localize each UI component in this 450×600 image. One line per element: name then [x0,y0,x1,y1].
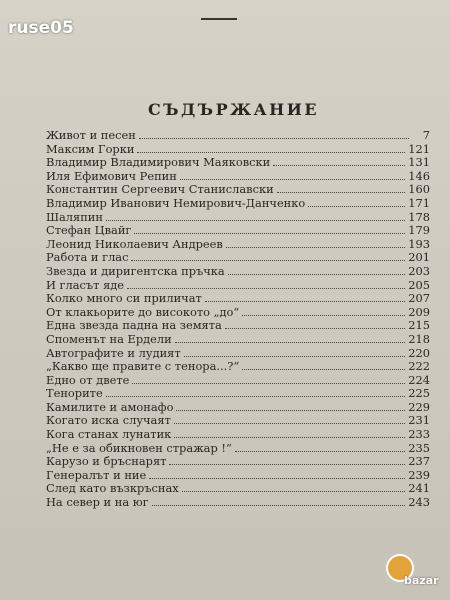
toc-entry-title: Леонид Николаевич Андреев [46,237,223,251]
toc-entry-page: 178 [408,210,430,224]
toc-entry-title: Шаляпин [46,210,103,224]
toc-entry-title: На север и на юг [46,496,149,510]
toc-entry-title: Камилите и амонафо [46,400,174,414]
leader-dots [139,129,409,139]
toc-entry-title: Звезда и диригентска пръчка [46,264,225,278]
toc-entry-page: 241 [408,482,430,496]
toc-entry [46,455,430,469]
toc-entry-title: Тенорите [46,387,103,401]
toc-entry-page: 207 [408,292,430,306]
toc-entry-page: 229 [408,400,430,414]
toc-entry-page: 203 [408,264,430,278]
toc-entry [46,387,430,401]
toc-entry [46,238,430,252]
leader-dots [273,156,405,166]
toc-entry-title: От клакьорите до високото „до“ [46,305,240,319]
leader-dots [134,224,405,234]
toc-entry-title: „Не е за обикновен стражар !“ [46,441,232,455]
toc-entry-page: 121 [408,142,430,156]
page-title: СЪДЪРЖАНИЕ [148,100,320,119]
toc-entry [46,360,430,374]
leader-dots [106,211,405,221]
toc-entry-title: Работа и глас [46,251,129,265]
bazar-logo-text: bazar [404,574,439,587]
leader-dots [127,279,405,289]
toc-entry-page: 7 [422,129,430,142]
toc-entry-page: 225 [408,387,430,401]
toc-entry-page: 205 [408,278,430,292]
toc-entry-page: 146 [408,169,430,183]
toc-entry [46,414,430,428]
toc-entry [46,183,430,197]
toc-entry-page: 179 [408,224,430,238]
toc-entry-title: Когато иска случаят [46,414,171,428]
toc-entry-page: 224 [408,373,430,387]
top-divider [201,18,237,20]
leader-dots [149,469,405,479]
leader-dots [242,306,405,316]
table-of-contents [46,129,430,510]
toc-entry-page: 209 [408,305,430,319]
toc-entry-page: 239 [408,468,430,482]
toc-entry-title: Иля Ефимович Репин [46,169,177,183]
toc-entry-title: Владимир Владимирович Маяковски [46,156,271,170]
toc-entry-title: Стефан Цвайг [46,224,132,238]
toc-entry-title: Споменът на Ердели [46,332,172,346]
leader-dots [184,347,406,357]
toc-entry-page: 235 [408,441,430,455]
leader-dots [132,374,405,384]
bazar-logo [386,554,446,596]
leader-dots [242,360,405,370]
leader-dots [106,387,406,397]
toc-entry [46,170,430,184]
toc-entry [46,224,430,238]
leader-dots [225,319,405,329]
toc-entry-page: 233 [408,428,430,442]
toc-entry [46,156,430,170]
toc-entry [46,279,430,293]
leader-dots [152,496,406,506]
leader-dots [137,143,405,153]
toc-entry-title: Една звезда падна на земята [46,319,222,333]
toc-entry [46,319,430,333]
toc-entry [46,143,430,157]
toc-entry-title: „Какво ще правите с тенора...?“ [46,360,240,374]
leader-dots [226,238,405,248]
watermark-username: ruse05 [8,18,74,38]
leader-dots [180,170,405,180]
toc-entry-page: 243 [408,496,430,510]
leader-dots [228,265,406,275]
toc-entry [46,265,430,279]
leader-dots [175,333,406,343]
leader-dots [131,251,405,261]
toc-entry [46,482,430,496]
toc-entry [46,347,430,361]
toc-entry [46,442,430,456]
toc-entry-title: След като възкръснах [46,482,179,496]
toc-entry-title: Живот и песен [46,129,136,142]
toc-entry [46,292,430,306]
leader-dots [277,183,406,193]
toc-entry-page: 237 [408,455,430,469]
toc-entry-page: 218 [408,332,430,346]
toc-entry-title: Владимир Иванович Немирович-Данченко [46,196,306,210]
toc-entry-title: Генералът и ние [46,468,147,482]
toc-entry-page: 201 [408,251,430,265]
toc-entry-page: 131 [408,156,430,170]
toc-entry-page: 160 [408,183,430,197]
toc-entry-page: 231 [408,414,430,428]
toc-entry-title: И гласът яде [46,278,125,292]
toc-entry [46,129,430,143]
toc-entry-title: Кога станах лунатик [46,428,172,442]
toc-entry-page: 193 [408,237,430,251]
toc-entry [46,401,430,415]
leader-dots [308,197,405,207]
leader-dots [169,455,405,465]
toc-entry [46,333,430,347]
toc-entry-title: Колко много си приличат [46,292,202,306]
toc-entry [46,374,430,388]
leader-dots [174,414,405,424]
leader-dots [182,482,406,492]
toc-entry [46,306,430,320]
toc-entry-page: 215 [408,319,430,333]
toc-entry [46,428,430,442]
toc-entry-page: 220 [408,346,430,360]
leader-dots [176,401,405,411]
toc-entry-title: Карузо и бръснарят [46,455,167,469]
toc-entry-title: Едно от двете [46,373,130,387]
toc-entry-page: 171 [408,196,430,210]
toc-entry-page: 222 [408,360,430,374]
toc-entry-title: Константин Сергеевич Станиславски [46,183,274,197]
toc-entry [46,197,430,211]
leader-dots [205,292,405,302]
toc-entry [46,251,430,265]
leader-dots [174,428,405,438]
toc-entry [46,469,430,483]
toc-entry [46,496,430,510]
leader-dots [235,442,405,452]
toc-entry [46,211,430,225]
toc-entry-title: Максим Горки [46,142,135,156]
toc-entry-title: Автографите и лудият [46,346,181,360]
